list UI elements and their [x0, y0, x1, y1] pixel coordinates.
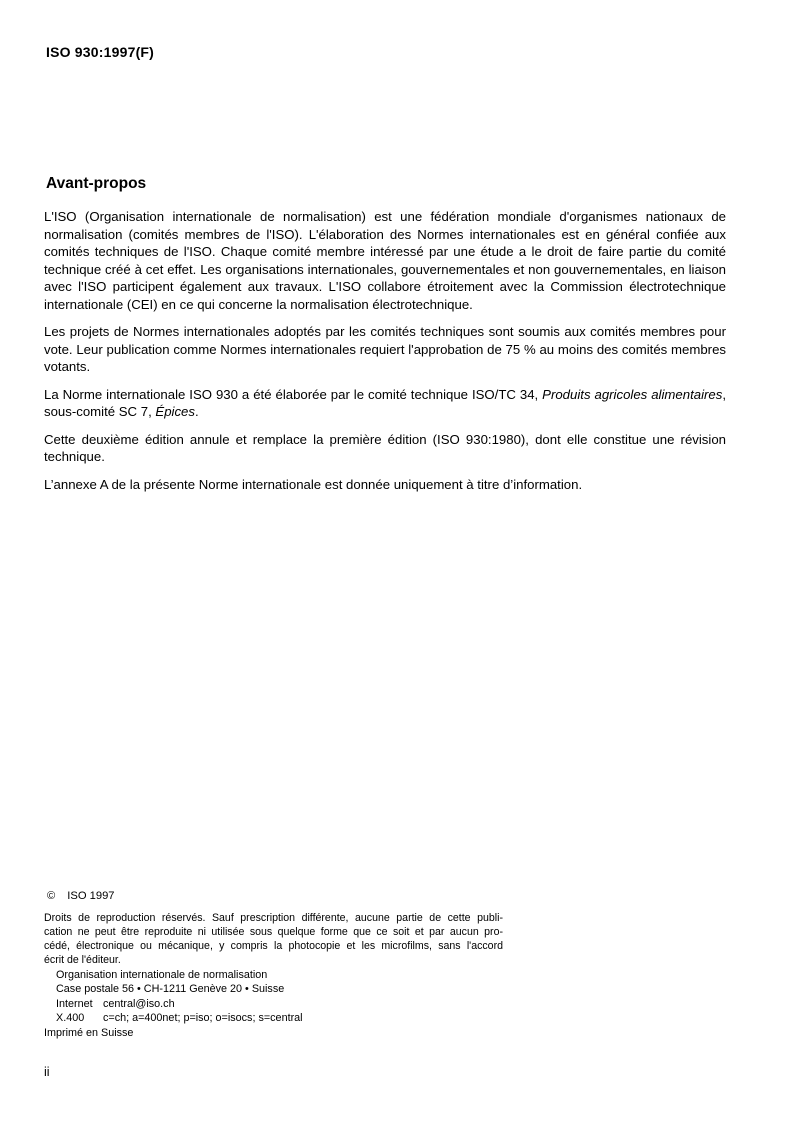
paragraph-committee-origin	[44, 386, 726, 421]
page-number: ii	[44, 1065, 50, 1079]
paragraph-voting-rules: Les projets de Normes internationales adoptés par les comités techniques sont soumis aux comités membres pour vote. Leur publication comme Normes internationales requiert l'approbation de 75 % au moins des comités membres votants.	[44, 324, 726, 374]
paragraph-edition-note: Cette deuxième édition annule et remplace la première édition (ISO 930:1980), dont elle constitue une révision technique.	[44, 431, 726, 464]
publisher-internet-row	[56, 997, 303, 1011]
section-title: Avant-propos	[46, 175, 147, 192]
printed-in-note: Imprimé en Suisse	[44, 1027, 134, 1039]
document-reference: ISO 930:1997(F)	[46, 44, 155, 60]
rights-notice-line: cédé, électronique ou mécanique, y compris la photocopie et les microfilms, sans l'accord	[44, 940, 503, 952]
copyright-symbol: ©	[47, 890, 56, 902]
committee-name-italic: Produits agricoles alimentaires	[542, 386, 723, 402]
internet-label: Internet	[56, 997, 93, 1010]
copyright-owner: ISO 1997	[67, 890, 115, 902]
rights-notice-line: Droits de reproduction réservés. Sauf prescription différente, aucune partie de cette publi-	[44, 912, 503, 924]
committee-text-segment: La Norme internationale ISO 930 a été élaborée par le comité technique ISO/TC 34,	[44, 386, 543, 402]
paragraph-annex-note: L’annexe A de la présente Norme internationale est donnée uniquement à titre d’information.	[44, 476, 583, 492]
foreword-body	[44, 208, 726, 503]
rights-notice-line: cation ne peut être reproduite ni utilisée sous quelque forme que ce soit et par aucun pro-	[44, 926, 503, 938]
sentence-end-segment: .	[195, 404, 199, 419]
internet-address: central@iso.ch	[103, 997, 175, 1010]
publisher-address	[56, 968, 303, 1025]
publisher-organization: Organisation internationale de normalisation	[56, 969, 268, 981]
publisher-x400-row	[56, 1011, 303, 1025]
x400-label: X.400	[56, 1011, 85, 1024]
x400-address: c=ch; a=400net; p=iso; o=isocs; s=central	[103, 1011, 303, 1024]
subcommittee-text-segment: , sous-comité SC 7,	[44, 386, 726, 419]
subcommittee-name-italic: Épices	[155, 404, 195, 419]
copyright-line	[47, 890, 115, 902]
paragraph-iso-description: L'ISO (Organisation internationale de normalisation) est une fédération mondiale d'organismes nationaux de normalisation (comités membres de l'ISO). L'élaboration des Normes internationales est en général confiée aux comités techniques de l'ISO. Chaque comité membre intéressé par une étude a le droit de faire partie du comité technique créé à cet effet. Les organisations internationales, gouvernementales et non gouvernementales, en liaison avec l'ISO participent également aux travaux. L'ISO collabore étroitement avec la Commission électrotechnique internationale (CEI) en ce qui concerne la normalisation électrotechnique.	[44, 209, 726, 312]
publisher-postal-address: Case postale 56 • CH-1211 Genève 20 • Suisse	[56, 983, 285, 996]
rights-notice-line: écrit de l'éditeur.	[44, 954, 121, 966]
rights-notice	[44, 911, 503, 967]
